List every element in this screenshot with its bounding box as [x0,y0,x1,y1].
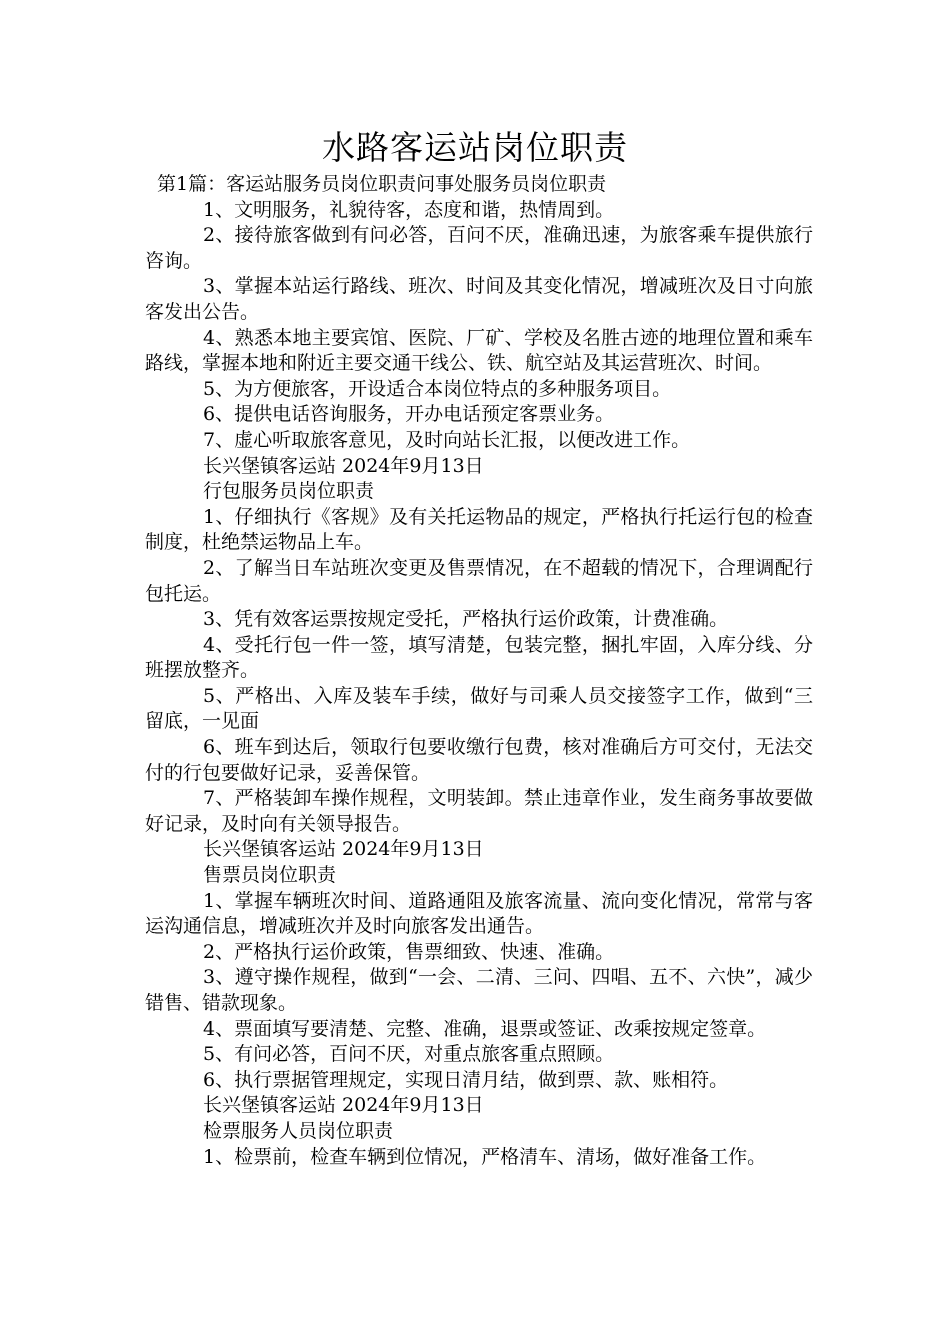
signature-line: 长兴堡镇客运站 2024年9月13日 [203,1094,484,1117]
duty-item: 2、接待旅客做到有问必答，百问不厌，准确迅速，为旅客乘车提供旅行咨询。 [145,224,813,272]
signature-line: 长兴堡镇客运站 2024年9月13日 [203,838,484,861]
duty-item: 1、文明服务，礼貌待客，态度和谐，热情周到。 [203,198,615,221]
duty-item: 2、了解当日车站班次变更及售票情况，在不超载的情况下，合理调配行包托运。 [145,556,813,605]
duty-item: 3、掌握本站运行路线、班次、时间及其变化情况，增减班次及日寸向旅客发出公告。 [145,275,813,323]
duty-item: 6、提供电话咨询服务，开办电话预定客票业务。 [203,403,615,426]
duty-item: 2、严格执行运价政策，售票细致、快速、准确。 [203,940,615,963]
duty-item: 4、票面填写要清楚、完整、准确，退票或签证、改乘按规定签章。 [203,1017,767,1040]
duty-item: 5、有问必答，百问不厌，对重点旅客重点照顾。 [203,1043,615,1066]
subsection-title: 行包服务员岗位职责 [203,480,375,503]
duty-item: 3、凭有效客运票按规定受托，严格执行运价政策，计费准确。 [203,608,729,631]
duty-item: 6、执行票据管理规定，实现日清月结，做到票、款、账相符。 [203,1068,729,1091]
signature-line: 长兴堡镇客运站 2024年9月13日 [203,454,484,477]
duty-item: 1、掌握车辆班次时间、道路通阻及旅客流量、流向变化情况，常常与客运沟通信息，增减班次并及时向旅客发出通告。 [145,889,813,938]
duty-item: 1、仔细执行《客规》及有关托运物品的规定，严格执行托运行包的检查制度，杜绝禁运物品上车。 [145,505,813,554]
duty-item: 1、检票前，检查车辆到位情况，严格清车、清场，做好准备工作。 [203,1145,767,1168]
subsection-title: 检票服务人员岗位职责 [203,1119,394,1142]
subsection-title: 售票员岗位职责 [203,864,337,887]
duty-item: 7、严格装卸车操作规程，文明装卸。禁止违章作业，发生商务事故要做好记录，及时向有关领导报告。 [145,787,813,835]
duty-item: 5、严格出、入库及装车手续，做好与司乘人员交接签字工作，做到“三留底，一见面 [145,684,813,733]
duty-item: 3、遵守操作规程，做到“一会、二清、三问、四唱、五不、六快”，减少错售、错款现象。 [145,966,813,1014]
duty-item: 6、班车到达后，领取行包要收缴行包费，核对准确后方可交付，无法交付的行包要做好记录，妥善保管。 [145,736,813,784]
section-heading: 第1篇：客运站服务员岗位职责问事处服务员岗位职责 [157,173,607,195]
duty-item: 4、受托行包一件一签，填写清楚，包装完整，捆扎牢固，入库分线、分班摆放整齐。 [145,633,813,682]
duty-item: 4、熟悉本地主要宾馆、医院、厂矿、学校及名胜古迹的地理位置和乘车路线，掌握本地和附近主要交通干线公、铁、航空站及其运营班次、时间。 [145,326,813,375]
duty-item: 5、为方便旅客，开设适合本岗位特点的多种服务项目。 [203,377,672,400]
duty-item: 7、虚心听取旅客意见，及时向站长汇报，以便改进工作。 [203,428,691,451]
document-title: 水路客运站岗位职责 [322,128,628,167]
document-body [145,172,813,1170]
